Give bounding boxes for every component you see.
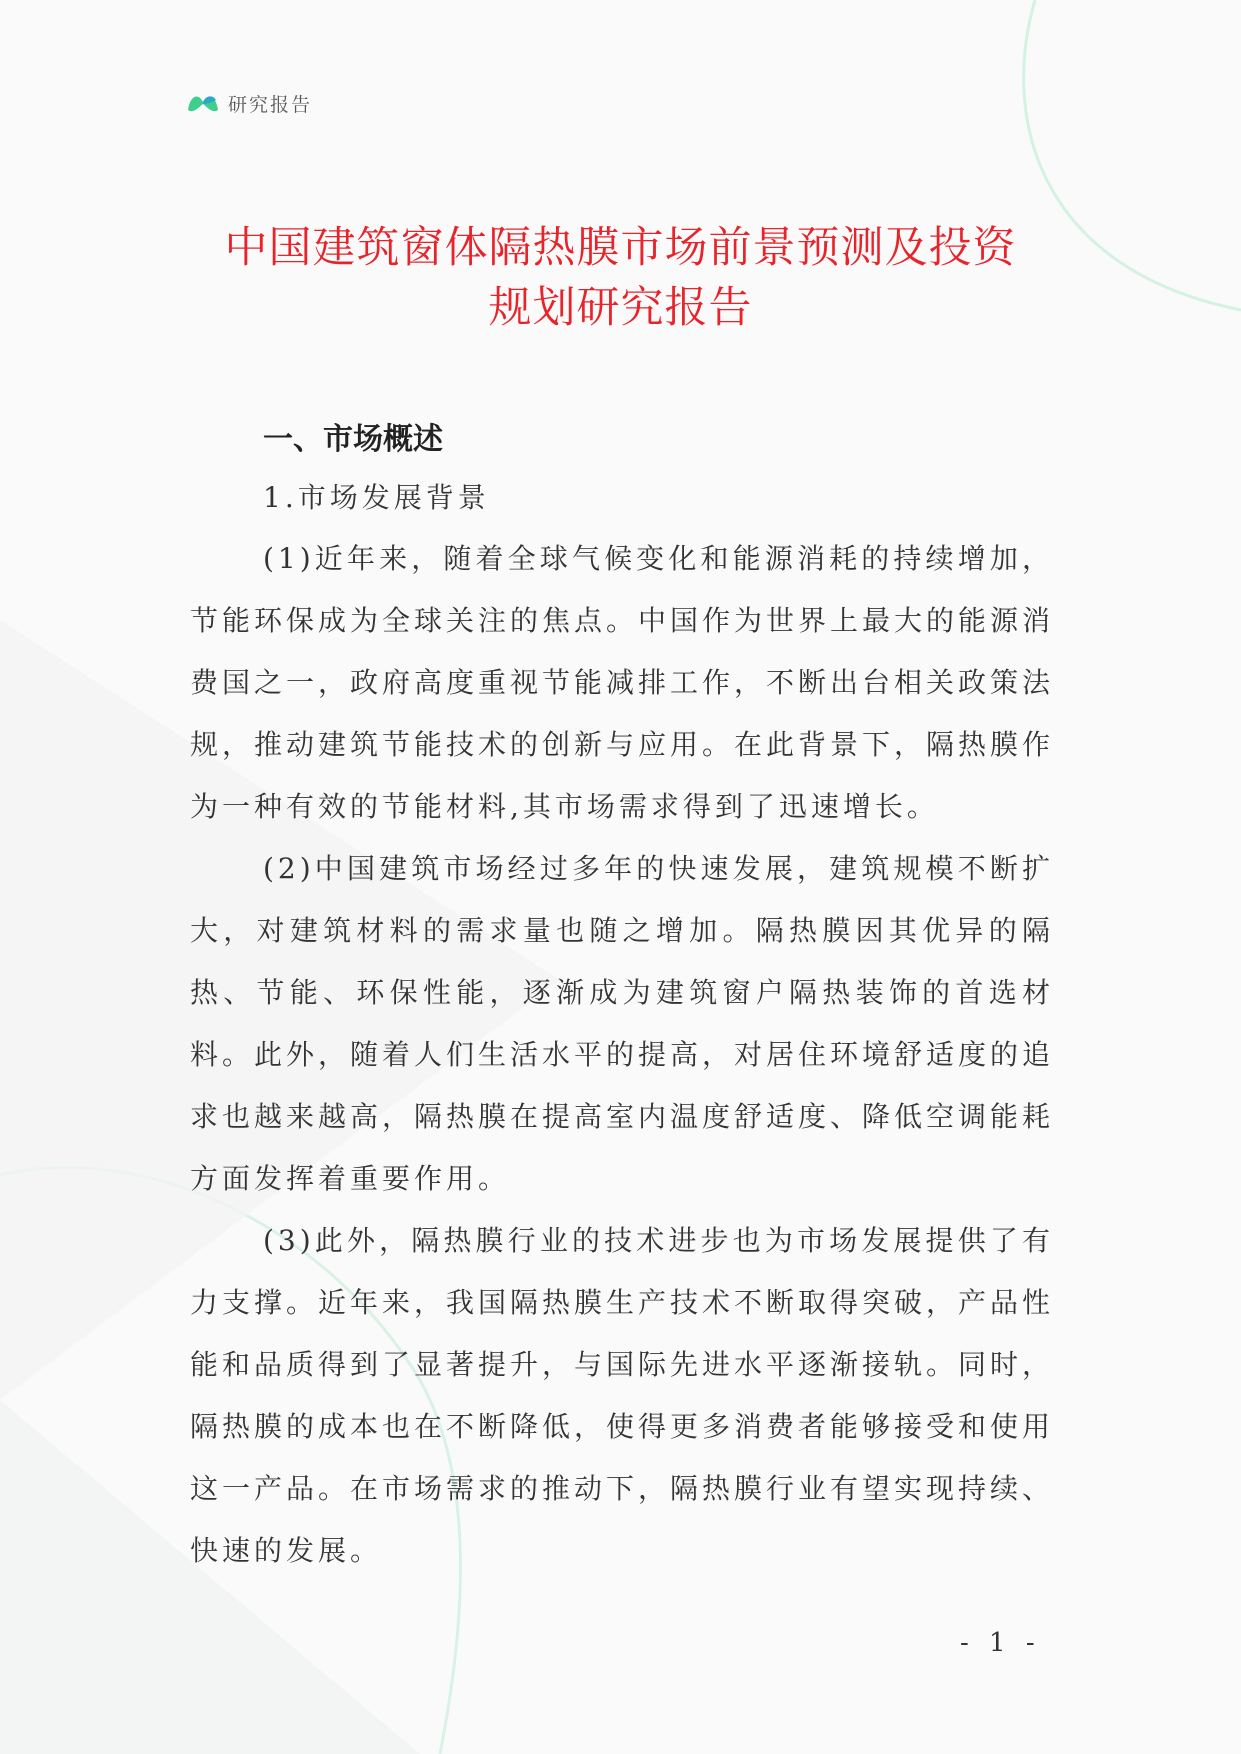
section-heading: 一、市场概述 [263, 422, 443, 457]
brand-label: 研究报告 [228, 93, 313, 116]
header-brand [186, 88, 312, 118]
page-number: - 1 - [960, 1628, 1041, 1658]
title-line-1: 中国建筑窗体隔热膜市场前景预测及投资 [224, 223, 1017, 273]
paragraph-2: (2)中国建筑市场经过多年的快速发展，建筑规模不断扩大，对建筑材料的需求量也随之增加。隔热膜因其优异的隔热、节能、环保性能，逐渐成为建筑窗户隔热装饰的首选材料。此外，随着人们生活水平的提高，对居住环境舒适度的追求也越来越高，隔热膜在提高室内温度舒适度、降低空调能耗方面发挥着重要作用。 [190, 852, 1055, 1195]
title-line-2: 规划研究报告 [488, 283, 753, 333]
paragraph-1: (1)近年来，随着全球气候变化和能源消耗的持续增加，节能环保成为全球关注的焦点。中国作为世界上最大的能源消费国之一，政府高度重视节能减排工作，不断出台相关政策法规，推动建筑节能技术的创新与应用。在此背景下，隔热膜作为一种有效的节能材料,其市场需求得到了迅速增长。 [190, 542, 1055, 823]
main-content [190, 420, 1054, 1582]
document-title [180, 218, 1061, 338]
section-subheading: 1.市场发展背景 [263, 481, 490, 514]
brand-logo-icon [186, 88, 220, 118]
paragraph-3: (3)此外，隔热膜行业的技术进步也为市场发展提供了有力支撑。近年来，我国隔热膜生产技术不断取得突破，产品性能和品质得到了显著提升，与国际先进水平逐渐接轨。同时，隔热膜的成本也在不断降低，使得更多消费者能够接受和使用这一产品。在市场需求的推动下，隔热膜行业有望实现持续、快速的发展。 [190, 1224, 1055, 1567]
